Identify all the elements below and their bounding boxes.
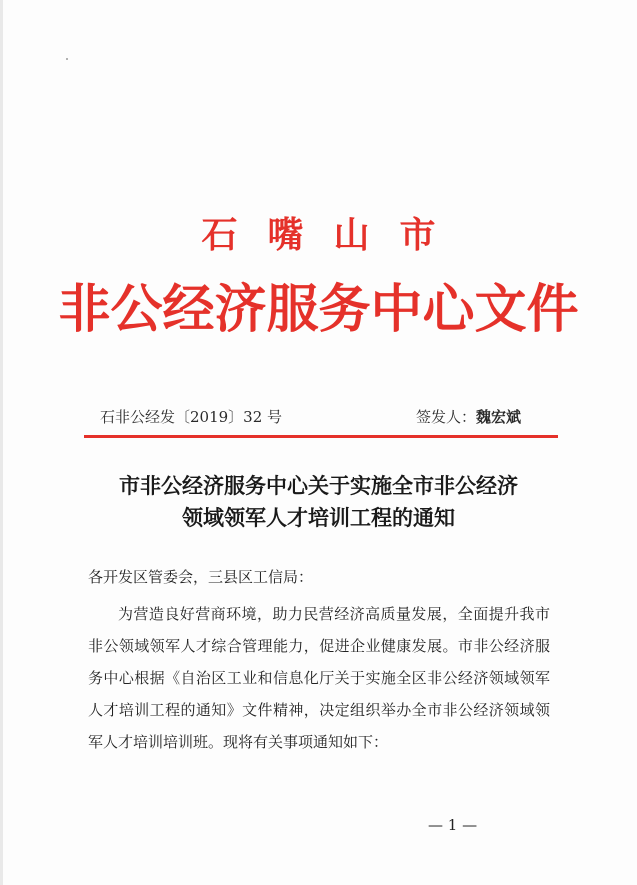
signer-label: 签发人：	[416, 408, 477, 426]
salutation: 各开发区管委会，三县区工信局：	[88, 568, 314, 586]
header-issuer-city: 石嘴山市	[201, 215, 466, 256]
page-number: — 1 —	[428, 816, 478, 834]
document-title	[60, 470, 577, 534]
document-number: 石非公经发〔2019〕32 号	[100, 408, 283, 426]
header-issuer-name: 非公经济服务中心文件	[58, 280, 579, 340]
red-divider-line	[84, 435, 558, 438]
scan-edge-shadow	[0, 0, 3, 885]
signer	[416, 406, 521, 427]
body-paragraph: 为营造良好营商环境，助力民营经济高质量发展，全面提升我市非公领域领军人才综合管理能力，促进企业健康发展。市非公经济服务中心根据《自治区工业和信息化厅关于实施全区非公经济领域领军人才培训工程的通知》文件精神，决定组织举办全市非公经济领域领军人才培训培训班。现将有关事项通知如下：	[88, 605, 550, 751]
signer-name: 魏宏斌	[476, 408, 522, 426]
title-line-1: 市非公经济服务中心关于实施全市非公经济	[119, 473, 518, 498]
title-line-2: 领域领军人才培训工程的通知	[182, 505, 455, 530]
scan-speck	[66, 58, 68, 60]
